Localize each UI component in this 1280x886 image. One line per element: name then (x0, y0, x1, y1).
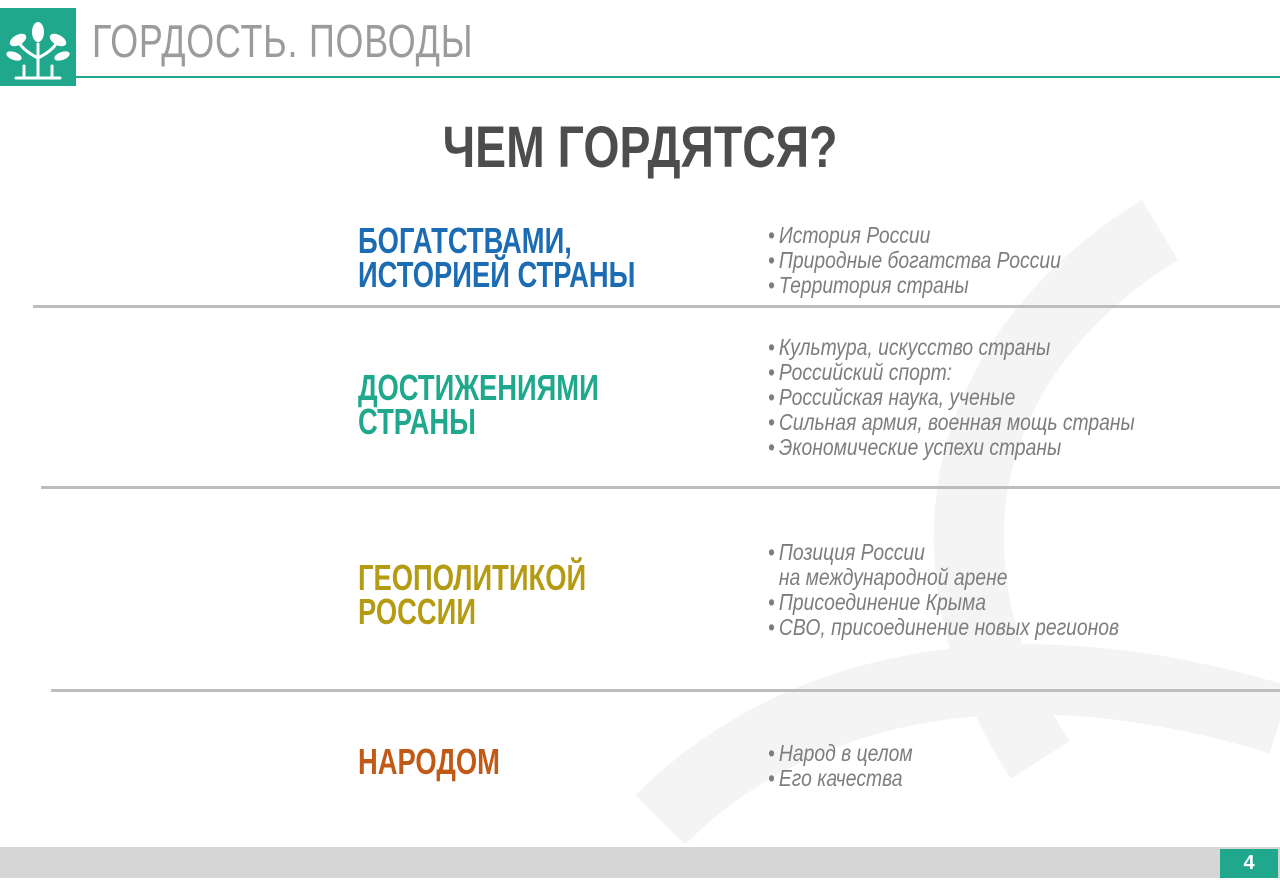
list-item: • Территория страны (768, 272, 969, 298)
list-item: на международной арене (778, 564, 1008, 590)
main-title: ЧЕМ ГОРДЯТСЯ? (442, 115, 838, 180)
category-geopolitics (358, 557, 662, 632)
list-item: • Сильная армия, военная мощь страны (768, 409, 1135, 435)
page-number: 4 (1220, 849, 1278, 878)
list-item: • Природные богатства России (768, 247, 1061, 273)
category-wealth-history (358, 220, 662, 295)
list-item: • История России (768, 222, 931, 248)
logo (0, 8, 76, 86)
items-list-geopolitics (768, 540, 1228, 640)
list-item: • Его качества (768, 765, 903, 791)
category-line: ИСТОРИЕЙ СТРАНЫ (358, 254, 636, 295)
category-people (358, 741, 662, 782)
list-item: • СВО, присоединение новых регионов (768, 614, 1120, 640)
tree-icon (0, 8, 76, 86)
items-list-wealth-history (768, 223, 1228, 298)
items-list-people (768, 741, 1228, 791)
list-item: • Народ в целом (768, 740, 913, 766)
section-divider (41, 486, 1280, 489)
items-list-achievements (768, 335, 1228, 460)
header-divider (76, 76, 1280, 78)
footer-bar (0, 847, 1280, 878)
category-line: НАРОДОМ (358, 741, 500, 782)
header-title: ГОРДОСТЬ. ПОВОДЫ (92, 15, 474, 67)
category-line: ГЕОПОЛИТИКОЙ (358, 557, 587, 598)
category-line: БОГАТСТВАМИ, (358, 220, 572, 261)
section-divider (51, 689, 1280, 692)
list-item: • Присоединение Крыма (768, 589, 986, 615)
section-divider (33, 305, 1280, 308)
category-line: ДОСТИЖЕНИЯМИ (358, 367, 599, 408)
list-item: • Российская наука, ученые (768, 384, 1016, 410)
category-achievements (358, 367, 662, 442)
list-item: • Экономические успехи страны (768, 434, 1062, 460)
list-item: • Позиция России (768, 539, 925, 565)
list-item: • Российский спорт: (768, 359, 953, 385)
list-item: • Культура, искусство страны (768, 334, 1051, 360)
category-line: СТРАНЫ (358, 401, 476, 442)
category-line: РОССИИ (358, 591, 477, 632)
